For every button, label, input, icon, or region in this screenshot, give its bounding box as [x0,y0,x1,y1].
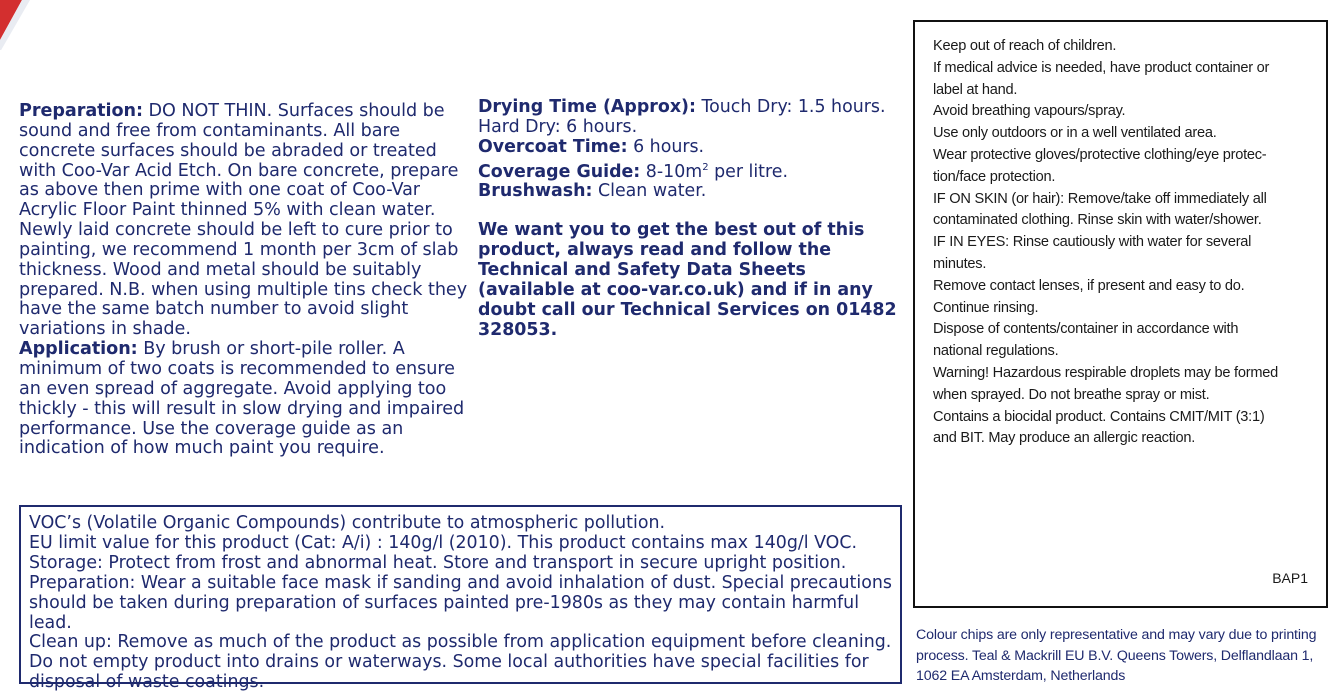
brushwash-text: Clean water. [592,181,707,202]
drying-time [478,98,898,138]
preparation-application-column [19,102,469,459]
safety-line: IF IN EYES: Rinse cautiously with water for several [933,234,1252,251]
safety-line: tion/face protection. [933,168,1056,185]
brushwash [478,182,898,202]
safety-line: Warning! Hazardous respirable droplets may be formed [933,364,1278,381]
label-code: BAP1 [1272,570,1308,586]
coverage-tail: per litre. [708,161,788,182]
overcoat-label: Overcoat Time: [478,136,628,157]
red-corner-stripe [0,0,30,50]
application-paragraph [19,340,469,459]
safety-line: national regulations. [933,343,1059,360]
safety-line: contaminated clothing. Rinse skin with water/shower. [933,212,1262,229]
support-call-to-action: We want you to get the best out of this product, always read and follow the Technical and Safety Data Sheets (available at coo-var.co.uk) and if in any doubt call our Technical Services on 01482 328053. [478,220,897,340]
safety-line: Contains a biocidal product. Contains CMIT/MIT (3:1) [933,408,1265,425]
coverage-label: Coverage Guide: [478,161,641,182]
drying-label: Drying Time (Approx): [478,97,696,117]
application-label: Application: [19,339,138,360]
safety-line: Remove contact lenses, if present and easy to do. [933,277,1245,294]
safety-statements [933,36,1303,450]
safety-line: Use only outdoors or in a well ventilated area. [933,125,1217,142]
voc-line: Preparation: Wear a suitable face mask if sanding and avoid inhalation of dust. Special precautions [29,572,892,593]
preparation-paragraph [19,102,469,340]
voc-line: disposal of waste coatings. [29,672,265,693]
safety-warnings-box [913,20,1328,608]
drying-text: Touch Dry: 1.5 hours. Hard Dry: 6 hours. [478,97,886,137]
safety-line: minutes. [933,255,987,272]
colour-chip-disclaimer: Colour chips are only representative and may vary due to printing process. Teal & Mackrill EU B.V. Queens Towers, Delflandlaan 1, 1062 EA Amsterdam, Netherlands [916,627,1317,685]
safety-line: If medical advice is needed, have product container or [933,59,1270,76]
preparation-text: DO NOT THIN. Surfaces should be sound and free from contaminants. All bare concrete surfaces should be abraded or treated with Coo-Var Acid Etch. On bare concrete, prepare as above then prime with one coat of Coo-Var Acrylic Floor Paint thinned 5% with clean water. Newly laid concrete should be left to cure prior to painting, we recommend 1 month per 3cm of slab thickness. Wood and metal should be suitably prepared. N.B. when using multiple tins check they have the same batch number to avoid slight variations in shade. [19,101,468,340]
safety-line: when sprayed. Do not breathe spray or mist. [933,386,1210,403]
coverage-guide [478,158,898,183]
voc-storage-box [19,505,902,693]
brushwash-label: Brushwash: [478,181,593,202]
voc-line: Do not empty product into drains or waterways. Some local authorities have special facilities for [29,652,869,673]
safety-line: Dispose of contents/container in accordance with [933,321,1239,338]
voc-line: VOC’s (Volatile Organic Compounds) contribute to atmospheric pollution. [29,513,666,533]
safety-line: Keep out of reach of children. [933,38,1117,54]
coverage-text: 8-10m [640,161,703,182]
coverage-superscript: 2 [702,161,709,173]
voc-line: EU limit value for this product (Cat: A/i) : 140g/l (2010). This product contains max 140g/l VOC. [29,532,858,553]
safety-line: Continue rinsing. [933,299,1039,316]
application-text: By brush or short-pile roller. A minimum of two coats is recommended to ensure an even spread of aggregate. Avoid applying too thickly - this will result in slow drying and impaired performance. Use the coverage guide as an indication of how much paint you require. [19,339,465,459]
overcoat-time [478,138,898,158]
safety-line: label at hand. [933,81,1018,98]
voc-line: should be taken during preparation of surfaces painted pre-1980s as they may contain harmful lead. [29,592,860,633]
voc-line: Clean up: Remove as much of the product as possible from application equipment before cleaning. [29,632,892,653]
overcoat-text: 6 hours. [627,136,705,157]
voc-line: Storage: Protect from frost and abnormal heat. Store and transport in secure upright position. [29,552,847,573]
preparation-label: Preparation: [19,101,144,121]
safety-line: Avoid breathing vapours/spray. [933,103,1126,120]
drying-coverage-column [478,98,898,341]
voc-text-block [29,514,899,693]
safety-line: IF ON SKIN (or hair): Remove/take off immediately all [933,190,1267,207]
safety-line: Wear protective gloves/protective clothing/eye protec- [933,146,1267,163]
safety-line: and BIT. May produce an allergic reaction. [933,430,1196,447]
